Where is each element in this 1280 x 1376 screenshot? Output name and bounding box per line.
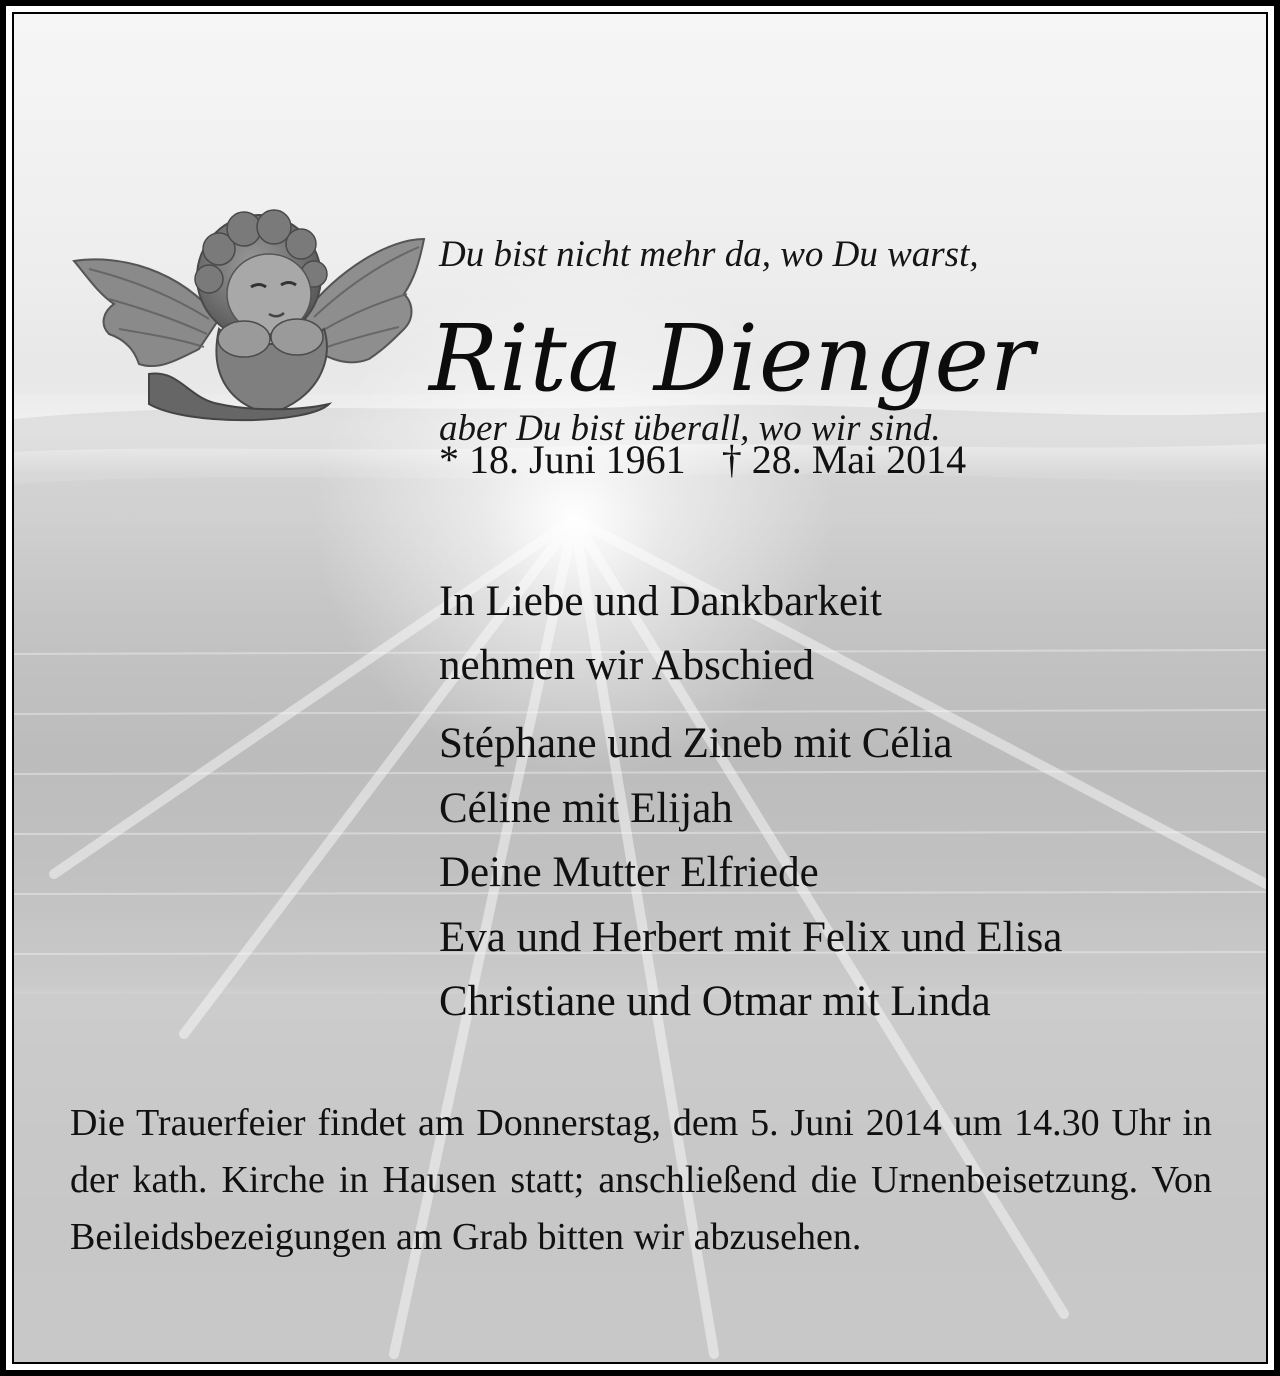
- birth-date: * 18. Juni 1961: [439, 437, 686, 482]
- mourner-line: Eva und Herbert mit Felix und Elisa: [439, 913, 1063, 961]
- quote-line-2: aber Du bist überall, wo wir sind.: [439, 408, 941, 449]
- mourner-line: Christiane und Otmar mit Linda: [439, 978, 991, 1025]
- deceased-name: Rita Dienger: [429, 305, 1035, 412]
- mourner-line: Stéphane und Zineb mit Célia: [439, 720, 953, 767]
- mourner-line: Deine Mutter Elfriede: [439, 849, 819, 896]
- farewell-line-1: In Liebe und Dankbarkeit: [439, 578, 882, 625]
- mourners-list: [439, 712, 1062, 1035]
- mourner-line: Céline mit Elijah: [439, 784, 733, 832]
- farewell-line-2: nehmen wir Abschied: [439, 642, 814, 689]
- death-date: † 28. Mai 2014: [721, 437, 967, 482]
- farewell-text: [439, 570, 882, 698]
- obituary-panel: [12, 12, 1268, 1364]
- cherub-angel-icon: [69, 199, 429, 439]
- quote-line-1: Du bist nicht mehr da, wo Du warst,: [439, 234, 979, 275]
- funeral-service-info: Die Trauerfeier findet am Donnerstag, dem 5. Juni 2014 um 14.30 Uhr in der kath. Kirche in Hausen statt; anschließend die Urnenbeisetzung. Von Beileidsbezeigungen am Grab bitten wir abzusehen.: [70, 1102, 1212, 1258]
- life-dates: [439, 432, 966, 488]
